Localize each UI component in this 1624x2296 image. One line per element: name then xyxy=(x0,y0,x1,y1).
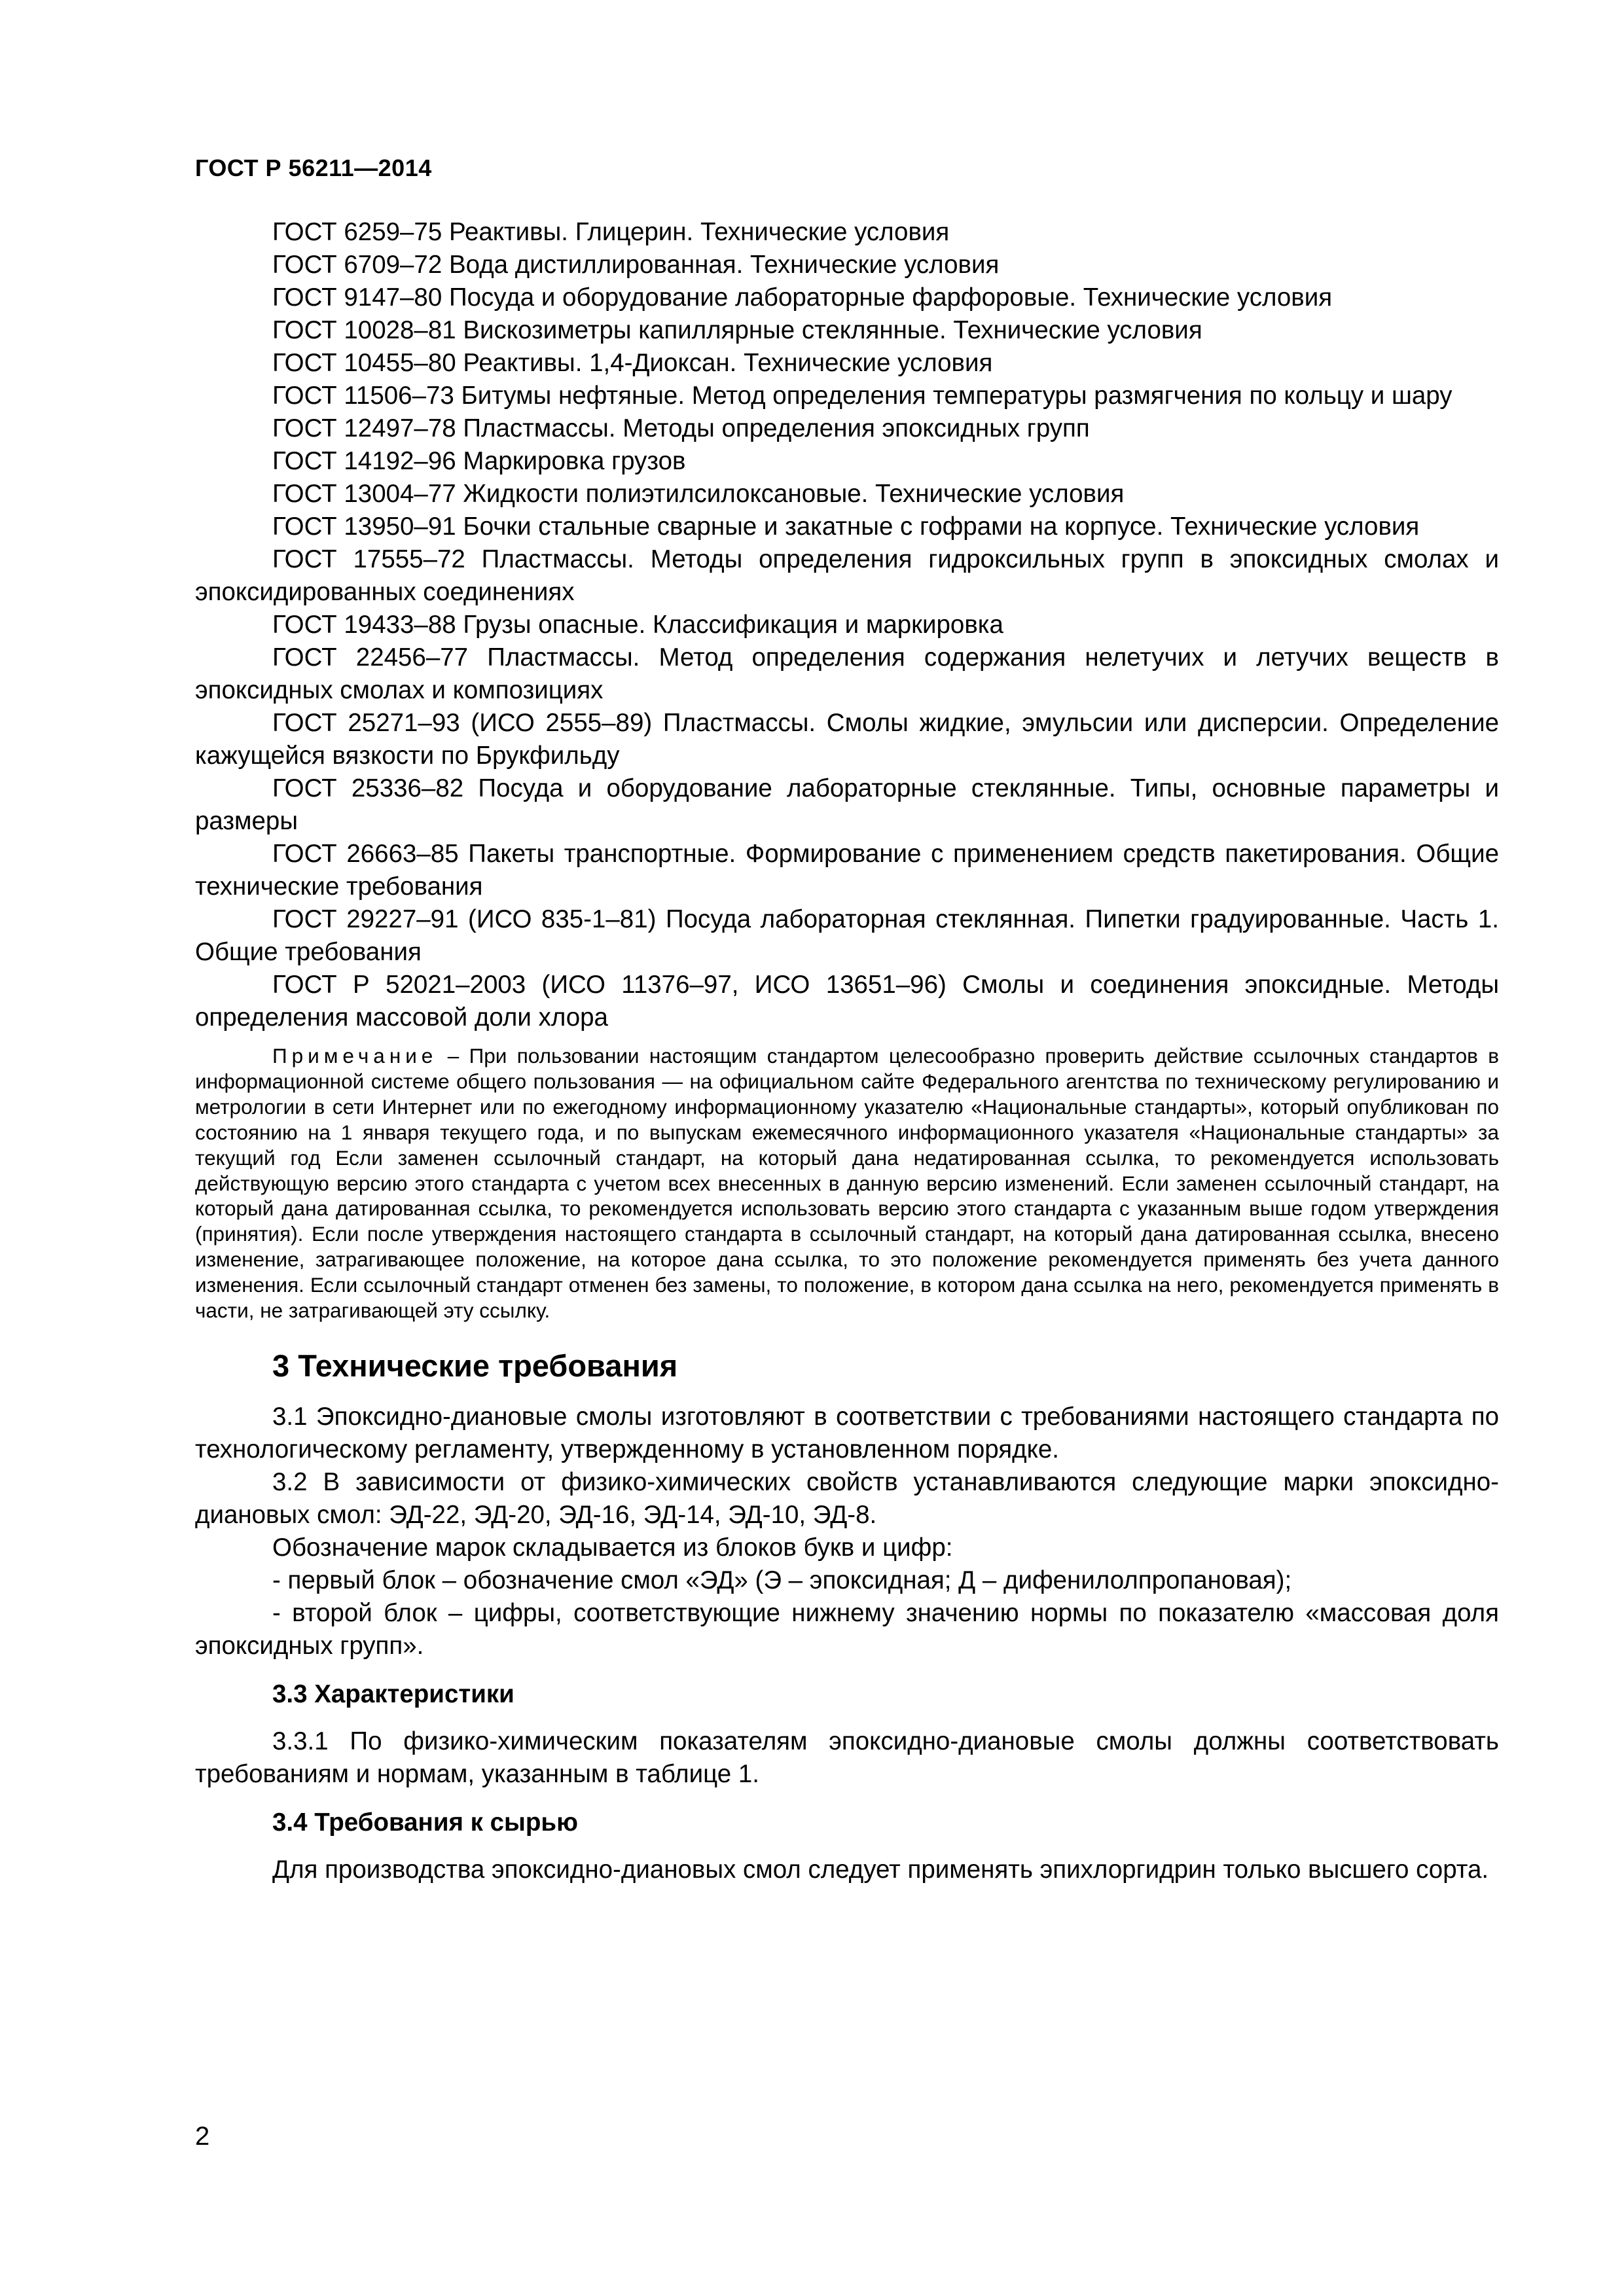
reference-item: ГОСТ 25271–93 (ИСО 2555–89) Пластмассы. Смолы жидкие, эмульсии или дисперсии. Определение кажущейся вязкости по Брукфильду xyxy=(195,709,1499,770)
paragraph-3-2: 3.2 В зависимости от физико-химических свойств устанавливаются следующие марки эпоксидно-диановых смол: ЭД-22, ЭД-20, ЭД-16, ЭД-14, ЭД-10, ЭД-8. xyxy=(195,1467,1499,1529)
reference-item: ГОСТ Р 52021–2003 (ИСО 11376–97, ИСО 13651–96) Смолы и соединения эпоксидные. Методы определения массовой доли хлора xyxy=(195,971,1499,1031)
reference-item: ГОСТ 10455–80 Реактивы. 1,4-Диоксан. Технические условия xyxy=(272,349,993,377)
reference-item: ГОСТ 25336–82 Посуда и оборудование лабораторные стеклянные. Типы, основные параметры и размеры xyxy=(195,774,1499,835)
reference-item: ГОСТ 13950–91 Бочки стальные сварные и закатные с гофрами на корпусе. Технические условия xyxy=(272,512,1420,541)
document-header-code: ГОСТ Р 56211—2014 xyxy=(195,154,432,181)
subsection-title-raw-materials: 3.4 Требования к сырью xyxy=(272,1808,578,1837)
page-number: 2 xyxy=(195,2122,210,2151)
paragraph-designation: Обозначение марок складывается из блоков букв и цифр: xyxy=(272,1533,953,1562)
reference-item: ГОСТ 6259–75 Реактивы. Глицерин. Технические условия xyxy=(272,218,950,246)
note-label: Примечание xyxy=(272,1044,438,1067)
normative-references-list xyxy=(195,216,1499,1034)
paragraph-first-block: - первый блок – обозначение смол «ЭД» (Э – эпоксидная; Д – дифенилолпропановая); xyxy=(272,1566,1292,1594)
paragraph-3-4: Для производства эпоксидно-диановых смол следует применять эпихлоргидрин только высшего сорта. xyxy=(272,1855,1489,1884)
paragraph-3-3-1: 3.3.1 По физико-химическим показателям эпоксидно-диановые смолы должны соответствовать требованиям и нормам, указанным в таблице 1. xyxy=(195,1727,1499,1788)
page-content xyxy=(195,216,1499,1886)
paragraph-second-block: - второй блок – цифры, соответствующие нижнему значению нормы по показателю «массовая доля эпоксидных групп». xyxy=(195,1598,1499,1660)
note-text: – При пользовании настоящим стандартом целесообразно проверить действие ссылочных стандартов в информационной системе общего пользования — на официальном сайте Федерального агентства по техническому регулированию и метрологии в сети Интернет или по ежегодному информационному указателю «Национальные стандарты», который опубликован по состоянию на 1 января текущего года, и по выпускам ежемесячного информационного указателя «Национальные стандарты» за текущий год Если заменен ссылочный стандарт, на который дана недатированная ссылка, то рекомендуется использовать действующую версию этого стандарта с учетом всех внесенных в данную версию изменений. Если заменен ссылочный стандарт, на который дана датированная ссылка, то рекомендуется использовать версию этого стандарта с указанным выше годом утверждения (принятия). Если после утверждения настоящего стандарта в ссылочный стандарт, на который дана датированная ссылка, внесено изменение, затрагивающее положение, на которое дана ссылка, то это положение рекомендуется применять без учета данного изменения. Если ссылочный стандарт отменен без замены, то положение, в котором дана ссылка на него, рекомендуется применять в части, не затрагивающей эту ссылку. xyxy=(195,1044,1499,1323)
reference-item: ГОСТ 17555–72 Пластмассы. Методы определения гидроксильных групп в эпоксидных смолах и эпоксидированных соединениях xyxy=(195,545,1499,606)
subsection-title-characteristics: 3.3 Характеристики xyxy=(272,1679,514,1708)
reference-item: ГОСТ 14192–96 Маркировка грузов xyxy=(272,447,686,475)
reference-item: ГОСТ 26663–85 Пакеты транспортные. Формирование с применением средств пакетирования. Общие технические требования xyxy=(195,840,1499,901)
reference-item: ГОСТ 6709–72 Вода дистиллированная. Технические условия xyxy=(272,251,1000,279)
reference-item: ГОСТ 12497–78 Пластмассы. Методы определения эпоксидных групп xyxy=(272,414,1090,442)
reference-item: ГОСТ 13004–77 Жидкости полиэтилсилоксановые. Технические условия xyxy=(272,480,1125,508)
reference-item: ГОСТ 9147–80 Посуда и оборудование лабораторные фарфоровые. Технические условия xyxy=(272,283,1333,312)
reference-item: ГОСТ 11506–73 Битумы нефтяные. Метод определения температуры размягчения по кольцу и шару xyxy=(272,382,1453,410)
reference-item: ГОСТ 22456–77 Пластмассы. Метод определения содержания нелетучих и летучих веществ в эпоксидных смолах и композициях xyxy=(195,643,1499,704)
reference-item: ГОСТ 10028–81 Вискозиметры капиллярные стеклянные. Технические условия xyxy=(272,316,1202,344)
reference-item: ГОСТ 19433–88 Грузы опасные. Классификация и маркировка xyxy=(272,611,1003,639)
section-title-technical-requirements: 3 Технические требования xyxy=(272,1348,678,1383)
paragraph-3-1: 3.1 Эпоксидно-диановые смолы изготовляют в соответствии с требованиями настоящего стандарта по технологическому регламенту, утвержденному в установленном порядке. xyxy=(195,1402,1499,1463)
references-note xyxy=(195,1043,1499,1323)
reference-item: ГОСТ 29227–91 (ИСО 835-1–81) Посуда лабораторная стеклянная. Пипетки градуированные. Часть 1. Общие требования xyxy=(195,905,1499,966)
